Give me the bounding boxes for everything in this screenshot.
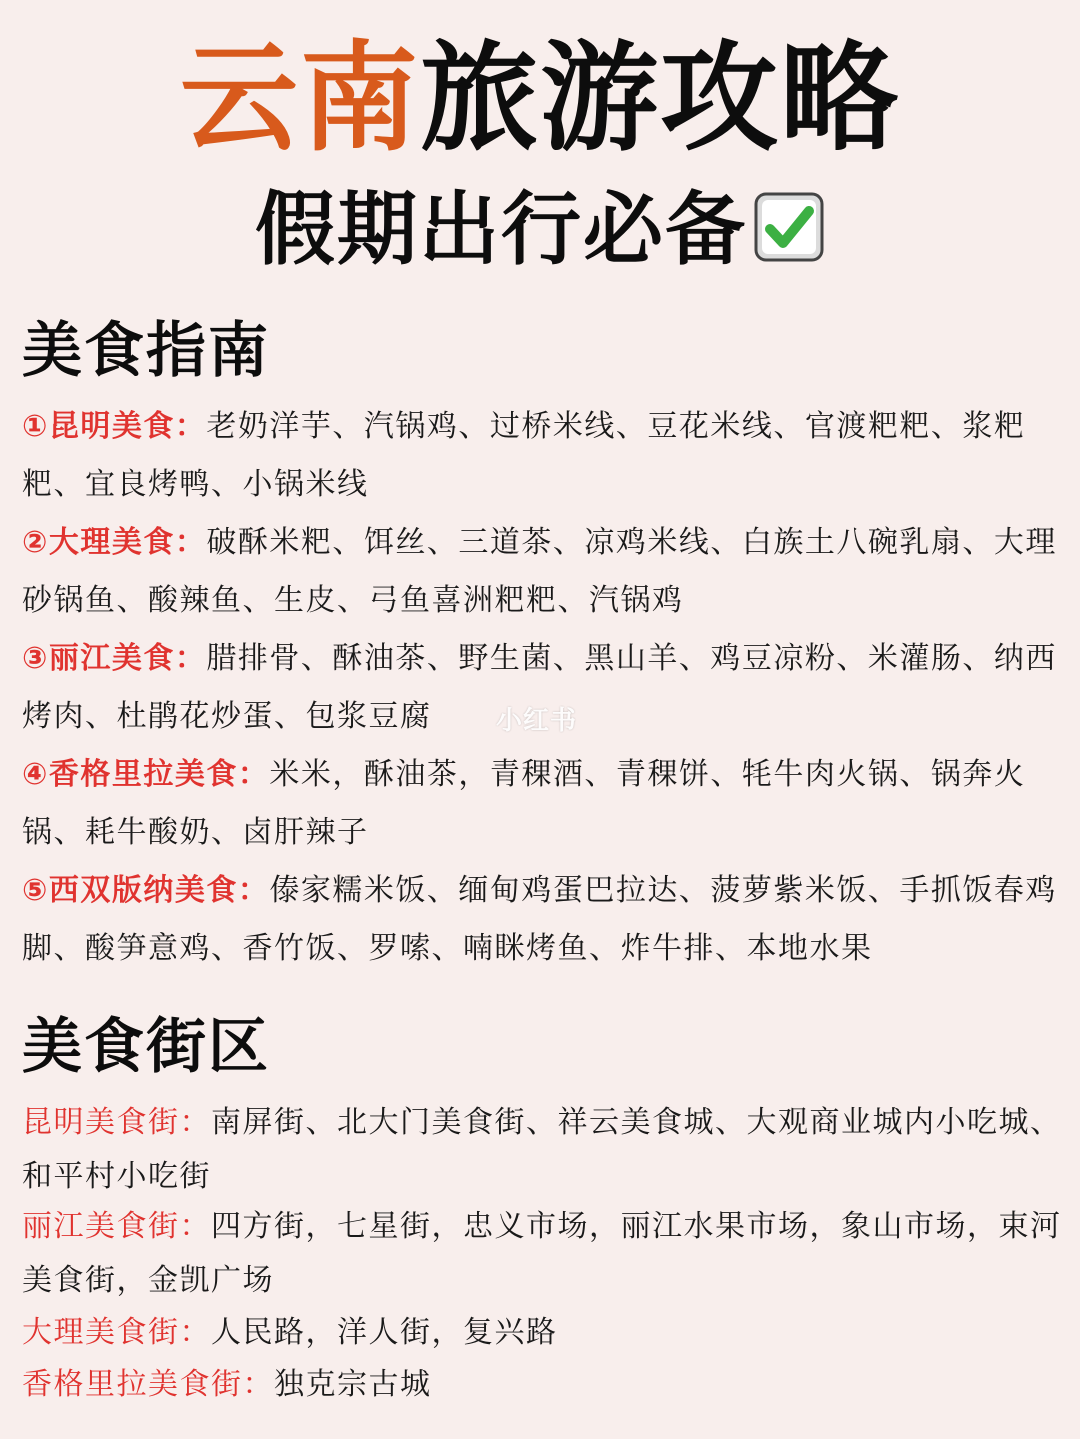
item-text: 破酥米粑、饵丝、三道茶、凉鸡米线、白族土八碗乳扇、大理砂锅鱼、酸辣鱼、生皮、弓鱼喜洲粑粑、汽锅鸡	[22, 525, 1057, 618]
item-text: 老奶洋芋、汽锅鸡、过桥米线、豆花米线、官渡粑粑、浆粑粑、宜良烤鸭、小锅米线	[22, 409, 1026, 502]
item-label: ⑤西双版纳美食：	[22, 873, 270, 908]
item-label: ③丽江美食：	[22, 641, 207, 676]
food-street-item-dali	[22, 1306, 1062, 1360]
watermark-text: 小红书	[496, 706, 578, 736]
food-guide-item-dali	[22, 514, 1062, 630]
item-text: 腊排骨、酥油茶、野生菌、黑山羊、鸡豆凉粉、米灌肠、纳西烤肉、杜鹃花炒蛋、包浆豆腐	[22, 641, 1057, 734]
food-guide-item-shangrila	[22, 746, 1062, 862]
food-streets-heading: 美食街区	[22, 1012, 270, 1082]
item-label: 丽江美食街：	[22, 1209, 211, 1244]
food-guide-heading: 美食指南	[22, 316, 270, 386]
food-guide-item-kunming	[22, 398, 1062, 514]
page-subtitle	[0, 182, 1080, 278]
item-label: ②大理美食：	[22, 525, 207, 560]
food-street-item-shangrila	[22, 1358, 1062, 1412]
check-box-icon	[753, 191, 825, 263]
item-label: ①昆明美食：	[22, 409, 207, 444]
item-text: 四方街，七星街，忠义市场，丽江水果市场，象山市场，束河美食街，金凯广场	[22, 1209, 1062, 1298]
title-main: 旅游攻略	[420, 29, 901, 167]
subtitle-text: 假期出行必备	[255, 183, 747, 276]
item-label: ④香格里拉美食：	[22, 757, 270, 792]
item-text: 南屏街、北大门美食街、祥云美食城、大观商业城内小吃城、和平村小吃街	[22, 1105, 1062, 1194]
title-accent: 云南	[179, 29, 420, 167]
item-label: 香格里拉美食街：	[22, 1367, 274, 1402]
item-text: 米米，酥油茶，青稞酒、青稞饼、牦牛肉火锅、锅奔火锅、耗牛酸奶、卤肝辣子	[22, 757, 1026, 850]
item-label: 昆明美食街：	[22, 1105, 211, 1140]
food-street-item-kunming	[22, 1096, 1062, 1204]
food-guide-item-xishuangbanna	[22, 862, 1062, 978]
item-text: 人民路，洋人街，复兴路	[211, 1315, 558, 1350]
item-text: 独克宗古城	[274, 1367, 432, 1402]
item-label: 大理美食街：	[22, 1315, 211, 1350]
food-street-item-lijiang	[22, 1200, 1062, 1308]
item-text: 傣家糯米饭、缅甸鸡蛋巴拉达、菠萝紫米饭、手抓饭春鸡脚、酸笋意鸡、香竹饭、罗嗦、喃眯烤鱼、炸牛排、本地水果	[22, 873, 1057, 966]
page-title	[0, 28, 1080, 168]
